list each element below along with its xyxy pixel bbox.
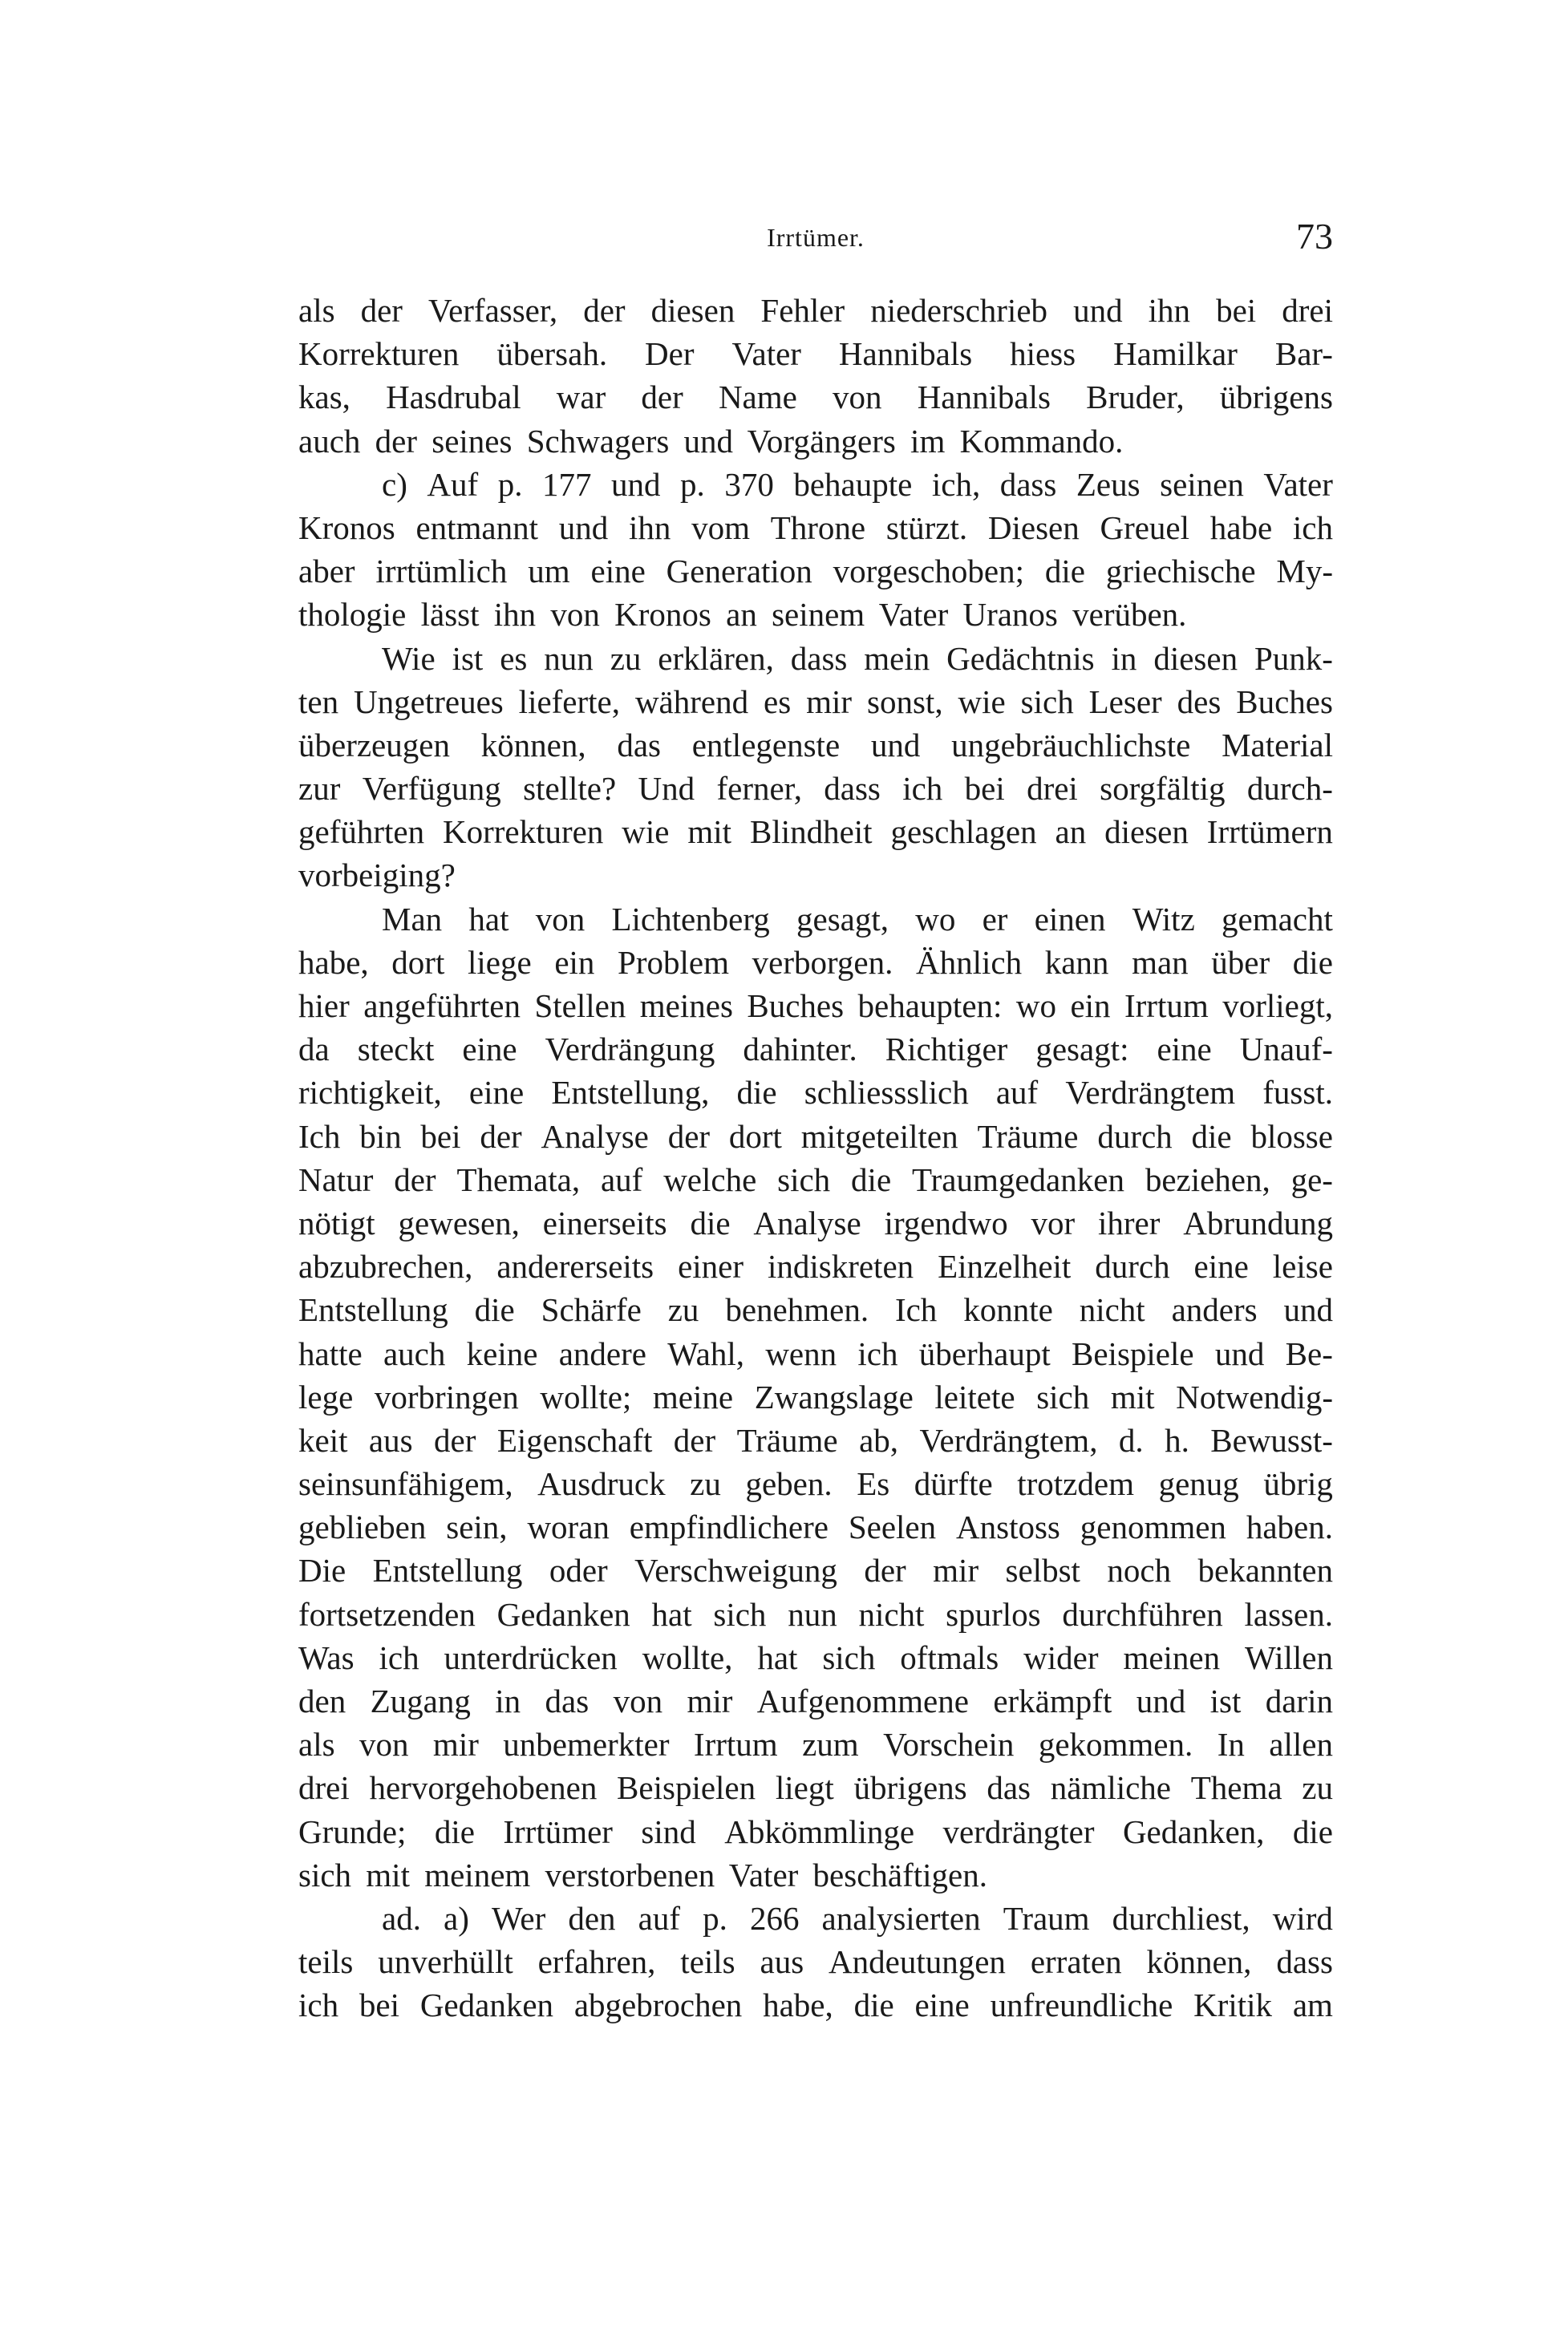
- paragraph: [298, 1897, 1333, 2027]
- running-head: [298, 215, 1333, 263]
- text-line: den Zugang in das von mir Aufgenommene erkämpft und ist darin: [298, 1683, 1333, 1719]
- text-line: nötigt gewesen, einerseits die Analyse irgendwo vor ihrer Abrundung: [298, 1204, 1333, 1241]
- text-line: aber irrtümlich um eine Generation vorgeschoben; die griechische My-: [298, 553, 1333, 590]
- text-line: Die Entstellung oder Verschweigung der mir selbst noch bekannten: [298, 1552, 1333, 1590]
- running-title: Irrtümer.: [767, 223, 865, 252]
- text-line: c) Auf p. 177 und p. 370 behaupte ich, dass Zeus seinen Vater: [382, 465, 1333, 503]
- paragraph: [298, 463, 1333, 637]
- text-line: auch der seines Schwagers und Vorgängers im Kommando.: [298, 422, 1124, 460]
- paragraph: [298, 897, 1333, 1897]
- text-line: Entstellung die Schärfe zu benehmen. Ich konnte nicht anders und: [298, 1291, 1333, 1329]
- text-line: Korrekturen übersah. Der Vater Hannibals hiess Hamilkar Bar-: [298, 335, 1333, 373]
- paragraph: [298, 637, 1333, 897]
- text-line: vorbeiging?: [298, 857, 456, 894]
- text-line: ich bei Gedanken abgebrochen habe, die eine unfreundliche Kritik am: [298, 1987, 1333, 2024]
- text-line: Ich bin bei der Analyse der dort mitgeteilten Träume durch die blosse: [298, 1117, 1333, 1155]
- text-line: Natur der Themata, auf welche sich die Traumgedanken beziehen, ge-: [298, 1160, 1333, 1198]
- text-line: abzubrechen, andererseits einer indiskreten Einzelheit durch eine leise: [298, 1248, 1333, 1286]
- text-line: teils unverhüllt erfahren, teils aus Andeutungen erraten können, dass: [298, 1943, 1333, 1981]
- body-text: [298, 289, 1333, 2027]
- text-line: kas, Hasdrubal war der Name von Hannibals Bruder, übrigens: [298, 379, 1333, 416]
- text-line: geführten Korrekturen wie mit Blindheit geschlagen an diesen Irrtümern: [298, 813, 1333, 851]
- text-line: habe, dort liege ein Problem verborgen. Ähnlich kann man über die: [298, 943, 1333, 981]
- text-line: fortsetzenden Gedanken hat sich nun nicht spurlos durchführen lassen.: [298, 1595, 1333, 1633]
- text-line: überzeugen können, das entlegenste und ungebräuchlichste Material: [298, 726, 1333, 763]
- text-line: drei hervorgehobenen Beispielen liegt übrigens das nämliche Thema zu: [298, 1769, 1333, 1807]
- text-line: da steckt eine Verdrängung dahinter. Richtiger gesagt: eine Unauf-: [298, 1031, 1333, 1068]
- text-line: Man hat von Lichtenberg gesagt, wo er einen Witz gemacht: [382, 900, 1333, 938]
- paragraph: [298, 289, 1333, 463]
- text-line: Grunde; die Irrtümer sind Abkömmlinge verdrängter Gedanken, die: [298, 1812, 1333, 1850]
- text-line: hatte auch keine andere Wahl, wenn ich überhaupt Beispiele und Be-: [298, 1335, 1333, 1372]
- text-line: seinsunfähigem, Ausdruck zu geben. Es dürfte trotzdem genug übrig: [298, 1465, 1333, 1503]
- text-line: thologie lässt ihn von Kronos an seinem Vater Uranos verüben.: [298, 596, 1187, 634]
- text-line: keit aus der Eigenschaft der Träume ab, Verdrängtem, d. h. Bewusst-: [298, 1421, 1333, 1459]
- text-line: lege vorbringen wollte; meine Zwangslage leitete sich mit Notwendig-: [298, 1378, 1333, 1416]
- text-line: hier angeführten Stellen meines Buches behaupten: wo ein Irrtum vorliegt,: [298, 987, 1333, 1024]
- text-line: geblieben sein, woran empfindlichere Seelen Anstoss genommen haben.: [298, 1509, 1333, 1546]
- text-line: Kronos entmannt und ihn vom Throne stürzt. Diesen Greuel habe ich: [298, 508, 1333, 546]
- text-line: als der Verfasser, der diesen Fehler niederschrieb und ihn bei drei: [298, 292, 1333, 329]
- text-line: zur Verfügung stellte? Und ferner, dass ich bei drei sorgfältig durch-: [298, 770, 1333, 808]
- text-line: richtigkeit, eine Entstellung, die schliessslich auf Verdrängtem fusst.: [298, 1074, 1333, 1112]
- text-line: als von mir unbemerkter Irrtum zum Vorschein gekommen. In allen: [298, 1726, 1333, 1764]
- text-line: ad. a) Wer den auf p. 266 analysierten Traum durchliest, wird: [382, 1899, 1333, 1937]
- text-line: ten Ungetreues lieferte, während es mir sonst, wie sich Leser des Buches: [298, 682, 1333, 720]
- text-line: sich mit meinem verstorbenen Vater beschäftigen.: [298, 1856, 987, 1893]
- text-line: Wie ist es nun zu erklären, dass mein Gedächtnis in diesen Punk-: [382, 639, 1333, 677]
- page-number: 73: [1296, 216, 1333, 257]
- text-line: Was ich unterdrücken wollte, hat sich oftmals wider meinen Willen: [298, 1638, 1333, 1676]
